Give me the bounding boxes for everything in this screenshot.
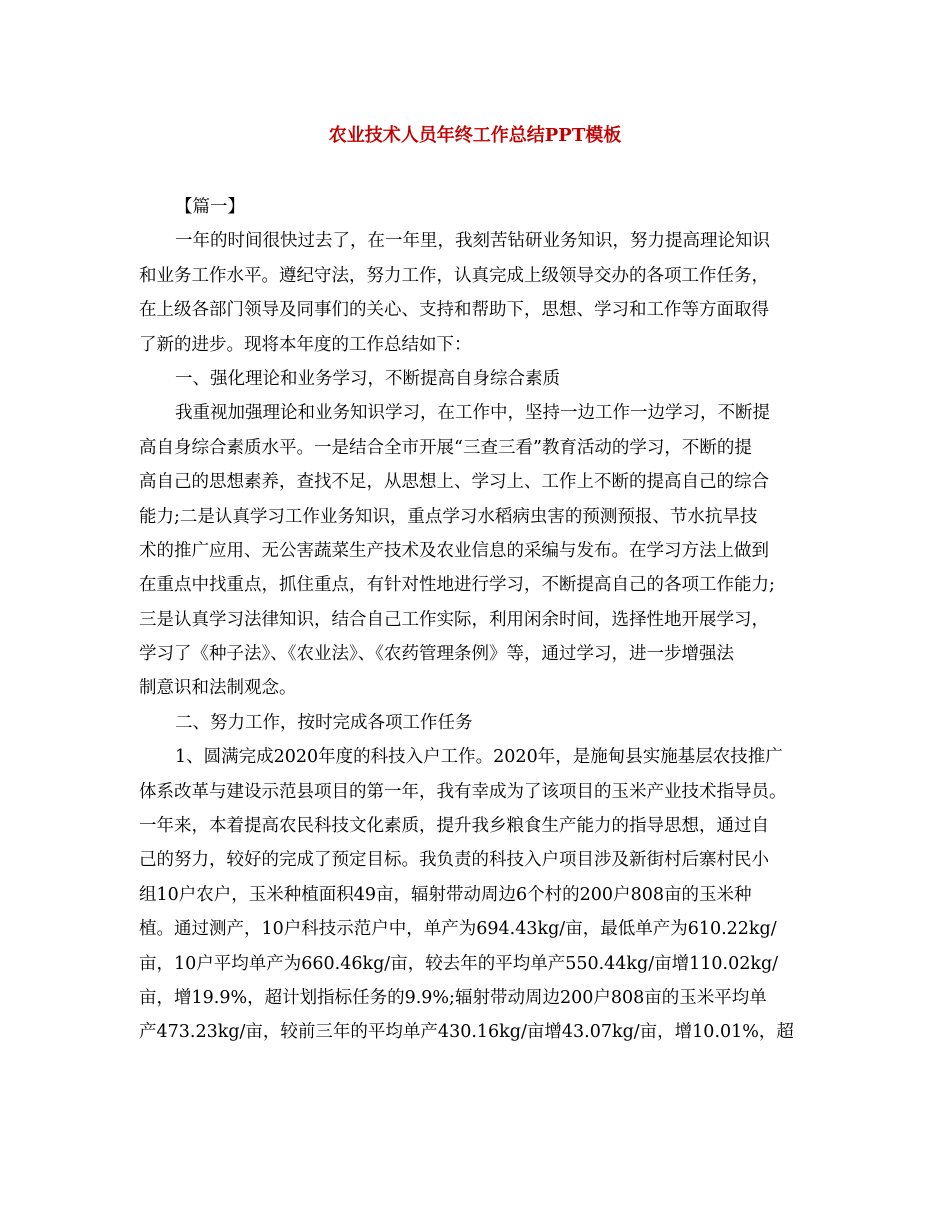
text-line: 一、强化理论和业务学习，不断提高自身综合素质: [175, 368, 560, 389]
text-line: 和业务工作水平。遵纪守法，努力工作，认真完成上级领导交办的各项工作任务，: [139, 265, 769, 286]
text-line: 亩，10户平均单产为660.46kg/亩，较去年的平均单产550.44kg/亩增110.02kg/: [139, 953, 779, 974]
text-line: 高自身综合素质水平。一是结合全市开展“三查三看”教育活动的学习，不断的提: [139, 437, 752, 458]
text-line: 学习了《种子法》、《农业法》、《农药管理条例》等，通过学习，进一步增强法: [139, 644, 734, 665]
text-line: 一年来，本着提高农民科技文化素质，提升我乡粮食生产能力的指导思想，通过自: [139, 816, 769, 837]
text-line: 二、努力工作，按时完成各项工作任务: [175, 712, 473, 733]
text-line: 1、圆满完成2020年度的科技入户工作。2020年，是施甸县实施基层农技推广: [175, 747, 783, 768]
text-line: 我重视加强理论和业务知识学习，在工作中，坚持一边工作一边学习，不断提: [175, 403, 770, 424]
text-line: 在上级各部门领导及同事们的关心、支持和帮助下，思想、学习和工作等方面取得: [139, 300, 769, 321]
text-line: 组10户农户，玉米种植面积49亩，辐射带动周边6个村的200户808亩的玉米种: [139, 884, 752, 905]
text-line: 植。通过测产，10户科技示范户中，单产为694.43kg/亩，最低单产为610.22kg/: [139, 919, 777, 940]
document-title: 农业技术人员年终工作总结PPT模板: [328, 125, 622, 146]
text-line: 体系改革与建设示范县项目的第一年，我有幸成为了该项目的玉米产业技术指导员。: [139, 781, 787, 802]
text-line: 制意识和法制观念。: [139, 678, 297, 699]
text-line: 术的推广应用、无公害蔬菜生产技术及农业信息的采编与发布。在学习方法上做到: [139, 540, 769, 561]
text-line: 亩，增19.9%，超计划指标任务的9.9%;辐射带动周边200户808亩的玉米平均单: [139, 987, 767, 1008]
document-body: [139, 190, 815, 1050]
text-line: 产473.23kg/亩，较前三年的平均单产430.16kg/亩增43.07kg/亩，增10.01%，超: [139, 1022, 794, 1043]
text-line: 高自己的思想素养，查找不足，从思想上、学习上、工作上不断的提高自己的综合: [139, 472, 769, 493]
text-line: 一年的时间很快过去了，在一年里，我刻苦钻研业务知识，努力提高理论知识: [175, 231, 770, 252]
text-line: 了新的进步。现将本年度的工作总结如下：: [139, 334, 472, 355]
text-line: 能力;二是认真学习工作业务知识，重点学习水稻病虫害的预测预报、节水抗旱技: [139, 506, 758, 527]
text-line: 在重点中找重点，抓住重点，有针对性地进行学习，不断提高自己的各项工作能力;: [139, 575, 775, 596]
text-line: 【篇一】: [175, 197, 245, 217]
text-line: 三是认真学习法律知识，结合自己工作实际，利用闲余时间，选择性地开展学习，: [139, 609, 769, 630]
text-line: 己的努力，较好的完成了预定目标。我负责的科技入户项目涉及新街村后寨村民小: [139, 850, 769, 871]
